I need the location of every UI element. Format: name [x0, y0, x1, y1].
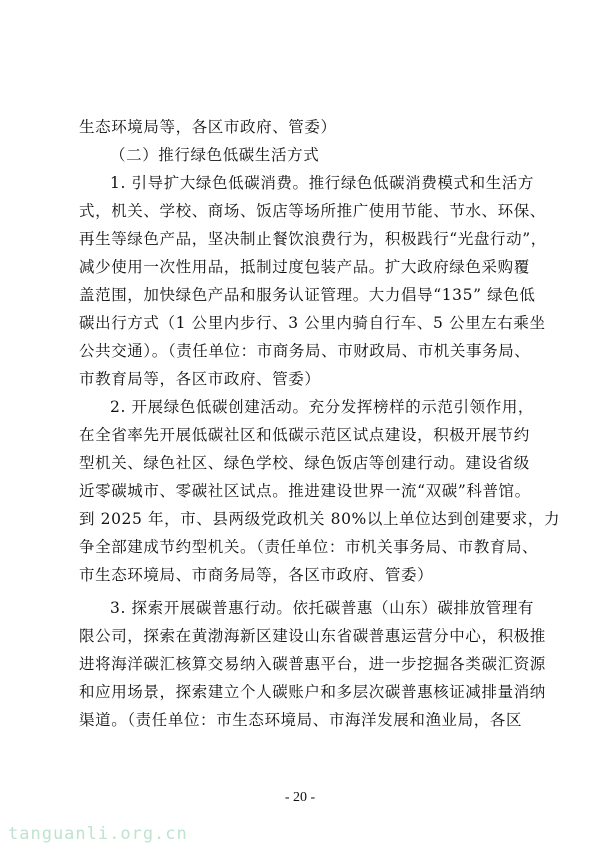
body-line: 渠道。（责任单位：市生态环境局、市海洋发展和渔业局，各区 — [79, 711, 523, 729]
body-line: 和应用场景，探索建立个人碳账户和多层次碳普惠核证减排量消纳 — [79, 683, 546, 701]
paragraph-first-line: 1. 引导扩大绿色低碳消费。推行绿色低碳消费模式和生活方 — [110, 174, 535, 192]
body-line: 争全部建成节约型机关。（责任单位：市机关事务局、市教育局、 — [79, 538, 539, 556]
paragraph-first-line: 3. 探索开展碳普惠行动。依托碳普惠（山东）碳排放管理有 — [110, 599, 535, 617]
page-number: - 20 - — [284, 790, 316, 805]
body-line: 在全省率先开展低碳社区和低碳示范区试点建设，积极开展节约 — [79, 426, 530, 444]
body-line: 到 2025 年，市、县两级党政机关 80%以上单位达到创建要求，力 — [79, 510, 561, 528]
body-line: 近零碳城市、零碳社区试点。推进建设世界一流“双碳”科普馆。 — [79, 482, 531, 500]
body-line: 盖范围，加快绿色产品和服务认证管理。大力倡导“135” 绿色低 — [79, 286, 536, 304]
body-line: 减少使用一次性用品，抵制过度包装产品。扩大政府绿色采购覆 — [79, 258, 530, 276]
paragraph-first-line: 2. 开展绿色低碳创建活动。充分发挥榜样的示范引领作用， — [110, 398, 535, 416]
body-line: 再生等绿色产品，坚决制止餐饮浪费行为，积极践行“光盘行动”， — [79, 230, 547, 248]
body-line: 型机关、绿色社区、绿色学校、绿色饭店等创建行动。建设省级 — [79, 454, 530, 472]
body-line: 市教育局等，各区市政府、管委） — [79, 370, 321, 388]
body-line: 公共交通）。（责任单位：市商务局、市财政局、市机关事务局、 — [79, 342, 531, 360]
body-line: 式，机关、学校、商场、饭店等场所推广使用节能、节水、环保、 — [79, 202, 546, 220]
body-line: 碳出行方式（1 公里内步行、3 公里内骑自行车、5 公里左右乘坐 — [79, 314, 546, 332]
body-line: 限公司，探索在黄渤海新区建设山东省碳普惠运营分中心，积极推 — [79, 627, 546, 645]
body-line: 生态环境局等，各区市政府、管委） — [79, 118, 337, 136]
body-line: 市生态环境局、市商务局等，各区市政府、管委） — [79, 566, 434, 584]
section-heading: （二）推行绿色低碳生活方式 — [110, 146, 320, 164]
watermark: tanguanli.org.cn — [8, 824, 188, 844]
body-line: 进将海洋碳汇核算交易纳入碳普惠平台，进一步挖掘各类碳汇资源 — [79, 655, 546, 673]
